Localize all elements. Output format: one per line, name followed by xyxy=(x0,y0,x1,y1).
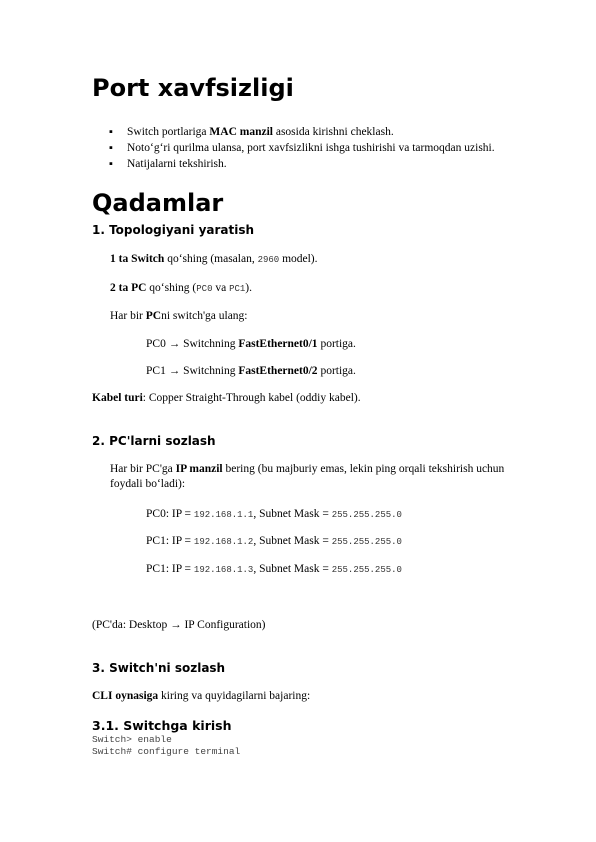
mask-value: 255.255.255.0 xyxy=(331,537,402,547)
code-line: Switch# configure terminal xyxy=(92,746,241,757)
page-title: Port xavfsizligi xyxy=(92,74,294,102)
section2-heading: 2. PC'larni sozlash xyxy=(92,434,216,448)
ip-value: 192.168.1.3 xyxy=(193,565,254,575)
link-pc1: PC1 → Switchning FastEthernet0/2 portiga. xyxy=(146,365,356,377)
model-code: 2960 xyxy=(257,255,280,265)
step-connect: Har bir PCni switch'ga ulang: xyxy=(110,310,248,322)
cable-type: Kabel turi: Copper Straight-Through kabel (oddiy kabel). xyxy=(92,392,361,404)
bullet-item-security: ▪ Noto‘g‘ri qurilma ulansa, port xavfsizlikni ishga tushirishi va tarmoqdan uzishi. xyxy=(109,140,495,156)
step-add-pcs: 2 ta PC qo‘shing (PC0 va PC1). xyxy=(110,282,252,294)
ip-intro-line1: Har bir PC'ga IP manzil bering (bu majburiy emas, lekin ping orqali tekshirish uchun xyxy=(110,463,505,475)
ip-config-row: PC1: IP = 192.168.1.3, Subnet Mask = 255.255.255.0 xyxy=(146,563,402,575)
bullet-item-results: ▪ Natijalarni tekshirish. xyxy=(109,156,495,172)
ip-config-row: PC0: IP = 192.168.1.1, Subnet Mask = 255.255.255.0 xyxy=(146,508,402,520)
bullet-item-mac: ▪ Switch portlariga MAC manzil asosida kirishni cheklash. xyxy=(109,124,495,140)
mask-value: 255.255.255.0 xyxy=(331,565,402,575)
section3-heading: 3. Switch'ni sozlash xyxy=(92,661,226,675)
subsection-3-1-heading: 3.1. Switchga kirish xyxy=(92,718,232,733)
ip-config-note: (PC'da: Desktop → IP Configuration) xyxy=(92,619,266,631)
cli-instruction: CLI oynasiga kiring va quyidagilarni bajaring: xyxy=(92,690,311,702)
code-line: Switch> enable xyxy=(92,734,172,745)
ip-value: 192.168.1.1 xyxy=(193,510,254,520)
pc0-code: PC0 xyxy=(196,284,213,294)
ip-config-row: PC1: IP = 192.168.1.2, Subnet Mask = 255.255.255.0 xyxy=(146,535,402,547)
ip-intro-line2: foydali bo‘ladi): xyxy=(110,478,186,490)
step-add-switch: 1 ta Switch qo‘shing (masalan, 2960 model). xyxy=(110,253,318,265)
code-block xyxy=(92,734,240,758)
intro-bullet-list xyxy=(109,124,495,172)
steps-heading: Qadamlar xyxy=(92,189,224,217)
section1-heading: 1. Topologiyani yaratish xyxy=(92,223,255,237)
link-pc0: PC0 → Switchning FastEthernet0/1 portiga. xyxy=(146,338,356,350)
pc1-code: PC1 xyxy=(229,284,246,294)
ip-value: 192.168.1.2 xyxy=(193,537,254,547)
mask-value: 255.255.255.0 xyxy=(331,510,402,520)
